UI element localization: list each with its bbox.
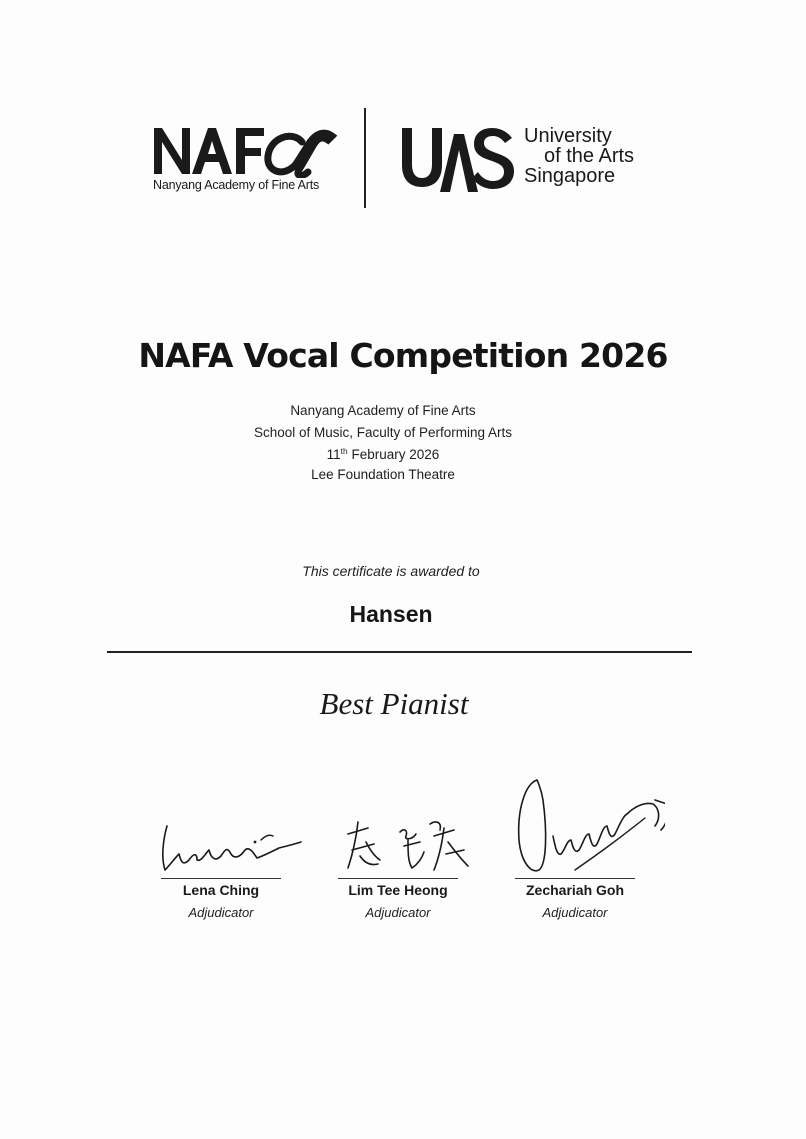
recipient-name: Hansen [349,601,433,627]
awarded-to-text: This certificate is awarded to [302,563,480,579]
date-suffix: th [340,446,348,456]
signatory-role: Adjudicator [542,905,608,920]
nafa-wordmark-logo [152,120,337,178]
date-day: 11 [326,447,341,462]
uas-logo [400,124,660,196]
date-line [0,446,766,462]
department-line: School of Music, Faculty of Performing Arts [253,425,513,440]
institution-line: Nanyang Academy of Fine Arts [290,403,476,418]
uas-name-line: University [524,125,612,147]
signature-line [515,878,635,879]
award-title: Best Pianist [319,686,469,721]
signature-block [308,770,488,930]
handwritten-signature [485,770,665,880]
signatory-name: Lim Tee Heong [348,882,448,898]
recipient-underline [107,651,692,653]
signatory-name: Lena Ching [182,882,260,898]
logo-divider [364,108,366,208]
signatory-role: Adjudicator [188,905,254,920]
date-rest: February 2026 [347,447,440,462]
uas-wordmark-logo [400,124,518,194]
venue-line: Lee Foundation Theatre [311,467,455,482]
uas-name [524,126,634,186]
uas-name-line: of the Arts [544,145,635,167]
signature-block [131,770,311,930]
handwritten-signature [131,770,311,880]
nafa-subtitle: Nanyang Academy of Fine Arts [153,178,320,192]
handwritten-signature [308,770,488,880]
nafa-logo [152,120,342,200]
certificate-title: NAFA Vocal Competition 2026 [138,336,668,375]
signatory-name: Zechariah Goh [525,882,625,898]
signature-line [161,878,281,879]
uas-name-line: Singapore [524,165,616,187]
signatory-role: Adjudicator [365,905,431,920]
signature-line [338,878,458,879]
signature-block [485,770,665,930]
